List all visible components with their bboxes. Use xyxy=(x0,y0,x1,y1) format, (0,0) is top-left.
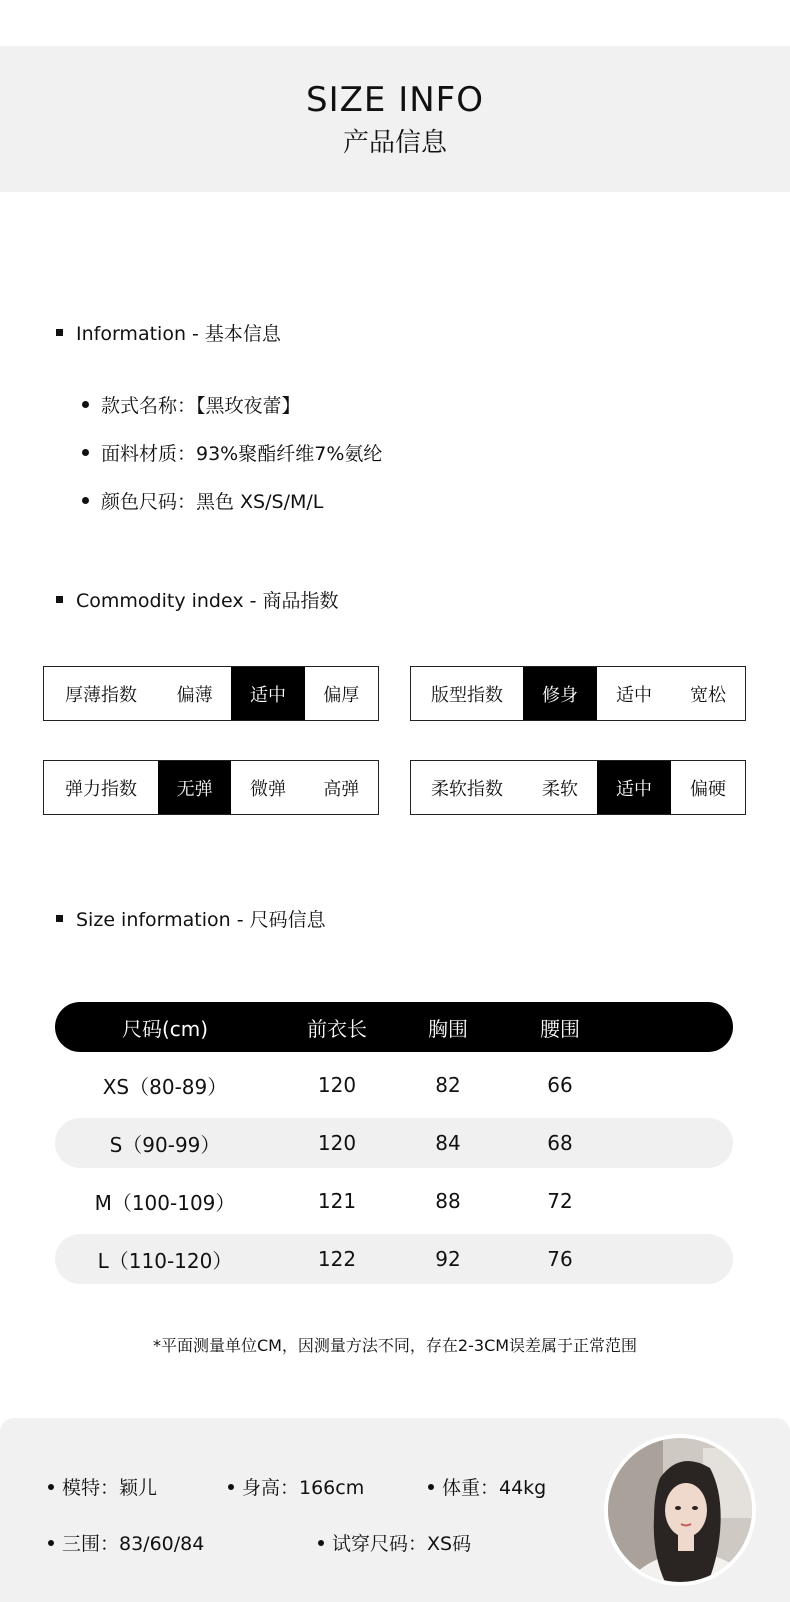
model-weight-text: 体重：44kg xyxy=(442,1477,547,1499)
index-option: 无弹 xyxy=(158,761,231,814)
table-cell: 76 xyxy=(547,1247,573,1271)
dot-bullet-icon xyxy=(428,1484,434,1490)
dot-bullet-icon xyxy=(48,1484,54,1490)
model-try-size xyxy=(318,1529,471,1556)
table-row xyxy=(55,1118,733,1168)
index-fit xyxy=(410,666,746,721)
index-option: 修身 xyxy=(523,667,597,720)
index-label: 弹力指数 xyxy=(65,778,137,800)
dot-bullet-icon xyxy=(48,1540,54,1546)
dot-bullet-icon xyxy=(318,1540,324,1546)
model-name xyxy=(48,1473,157,1500)
table-cell: M（100-109） xyxy=(94,1190,236,1215)
index-option: 偏薄 xyxy=(176,684,213,706)
index-option: 偏厚 xyxy=(323,684,360,706)
index-thickness xyxy=(43,666,379,721)
index-softness xyxy=(410,760,746,815)
index-option: 适中 xyxy=(231,667,304,720)
table-cell: 120 xyxy=(317,1073,357,1097)
index-option: 宽松 xyxy=(690,684,726,706)
info-item-text: 颜色尺码：黑色 XS/S/M/L xyxy=(101,491,324,513)
table-cell: 68 xyxy=(547,1131,573,1155)
column-header: 胸围 xyxy=(428,1016,468,1041)
index-elasticity xyxy=(43,760,379,815)
index-label: 柔软指数 xyxy=(431,778,503,800)
model-weight xyxy=(428,1473,546,1500)
table-cell: 122 xyxy=(317,1247,357,1271)
square-bullet-icon xyxy=(56,329,63,336)
model-name-text: 模特：颖儿 xyxy=(62,1477,158,1499)
index-label: 版型指数 xyxy=(431,684,503,706)
table-cell: 120 xyxy=(317,1131,357,1155)
model-try-size-text: 试穿尺码：XS码 xyxy=(332,1533,472,1555)
page-subtitle: 产品信息 xyxy=(342,128,447,158)
size-table-header xyxy=(55,1002,733,1052)
dot-bullet-icon xyxy=(228,1484,234,1490)
index-option: 偏硬 xyxy=(690,778,726,800)
dot-bullet-icon xyxy=(82,401,89,408)
index-option: 适中 xyxy=(616,684,652,706)
table-cell: 66 xyxy=(547,1073,573,1097)
column-header: 腰围 xyxy=(540,1016,580,1041)
table-cell: 82 xyxy=(435,1073,461,1097)
table-cell: 121 xyxy=(317,1189,357,1213)
size-heading xyxy=(56,905,326,932)
table-row xyxy=(55,1234,733,1284)
table-cell: 88 xyxy=(435,1189,461,1213)
information-heading-text: Information - 基本信息 xyxy=(76,323,281,345)
model-measurements-text: 三围：83/60/84 xyxy=(62,1533,205,1555)
size-heading-text: Size information - 尺码信息 xyxy=(76,909,326,931)
commodity-heading xyxy=(56,586,339,613)
info-item-text: 款式名称：【黑玫夜蕾】 xyxy=(101,395,301,417)
dot-bullet-icon xyxy=(82,497,89,504)
square-bullet-icon xyxy=(56,596,63,603)
index-option: 柔软 xyxy=(542,778,578,800)
table-row xyxy=(55,1060,733,1110)
index-option: 适中 xyxy=(597,761,671,814)
table-cell: XS（80-89） xyxy=(102,1074,228,1099)
table-cell: S（90-99） xyxy=(109,1132,221,1157)
square-bullet-icon xyxy=(56,915,63,922)
dot-bullet-icon xyxy=(82,449,89,456)
info-item-text: 面料材质：93%聚酯纤维7%氨纶 xyxy=(101,443,383,465)
column-header: 尺码(cm) xyxy=(121,1016,209,1041)
table-cell: L（110-120） xyxy=(97,1248,233,1273)
table-cell: 84 xyxy=(435,1131,461,1155)
model-avatar xyxy=(604,1434,756,1586)
commodity-heading-text: Commodity index - 商品指数 xyxy=(76,590,339,612)
index-label: 厚薄指数 xyxy=(65,684,137,706)
page-title: SIZE INFO xyxy=(306,80,484,120)
table-cell: 92 xyxy=(435,1247,461,1271)
model-height-text: 身高：166cm xyxy=(242,1477,365,1499)
info-item xyxy=(82,391,301,418)
table-cell: 72 xyxy=(547,1189,573,1213)
column-header: 前衣长 xyxy=(307,1016,367,1041)
model-measurements xyxy=(48,1529,204,1556)
info-item xyxy=(82,439,382,466)
table-row xyxy=(55,1176,733,1226)
information-heading xyxy=(56,319,281,346)
measurement-note: *平面测量单位CM，因测量方法不同，存在2-3CM误差属于正常范围 xyxy=(152,1336,638,1355)
index-option: 微弹 xyxy=(249,778,286,800)
model-height xyxy=(228,1473,364,1500)
info-item xyxy=(82,487,323,514)
index-option: 高弹 xyxy=(323,778,360,800)
